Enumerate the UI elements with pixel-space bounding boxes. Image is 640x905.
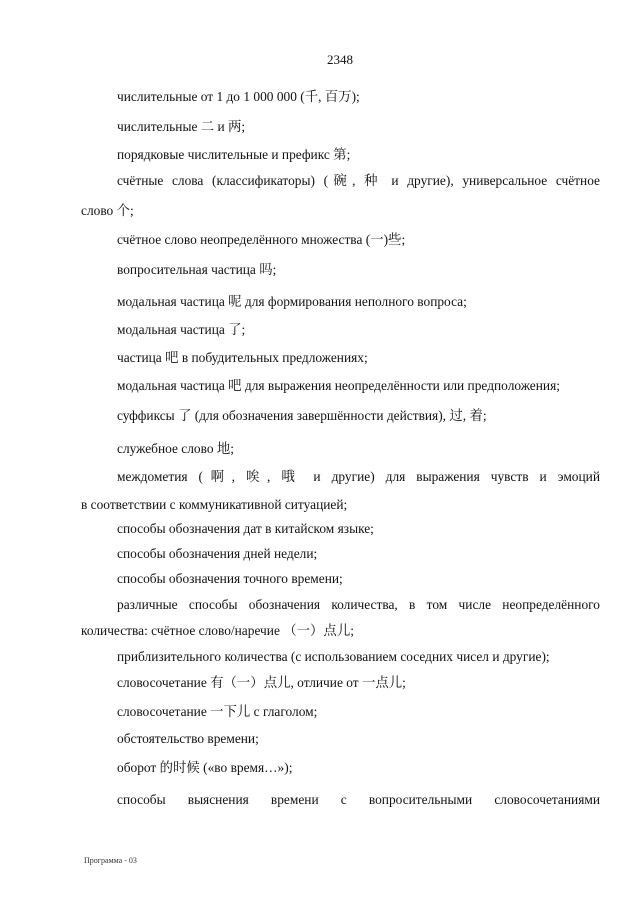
text-line: модальная частица 吧 для выражения неопределённости или предположения; xyxy=(117,378,560,393)
text-line: способы выяснения времени с вопросительными словосочетаниями xyxy=(117,792,600,807)
page-number: 2348 xyxy=(327,52,353,67)
text-line: оборот 的时候 («во время…»); xyxy=(117,760,293,775)
text-line: счётные слова (классификаторы) (碗, 种 и другие), универсальное счётное xyxy=(117,173,600,188)
text-line: слово 个; xyxy=(81,203,134,218)
text-line: приблизительного количества (с использованием соседних чисел и другие); xyxy=(117,649,550,664)
text-line: способы обозначения дней недели; xyxy=(117,546,318,561)
text-line: модальная частица 呢 для формирования неполного вопроса; xyxy=(117,294,467,309)
text-line: количества: счётное слово/наречие （一）点儿; xyxy=(81,623,354,638)
text-line: словосочетание 有（一）点儿, отличие от 一点儿; xyxy=(117,675,406,690)
text-line: числительные от 1 до 1 000 000 (千, 百万); xyxy=(117,89,360,104)
text-line: счётное слово неопределённого множества (一)些; xyxy=(117,232,406,247)
text-line: словосочетание 一下儿 с глаголом; xyxy=(117,704,318,719)
text-line: числительные 二 и 两; xyxy=(117,119,246,134)
text-line: модальная частица 了; xyxy=(117,322,246,337)
text-line: порядковые числительные и префикс 第; xyxy=(117,147,351,162)
text-line: способы обозначения дат в китайском языке; xyxy=(117,521,374,536)
text-line: в соответствии с коммуникативной ситуацией; xyxy=(81,497,348,512)
text-line: различные способы обозначения количества, в том числе неопределённого xyxy=(117,597,600,612)
text-line: вопросительная частица 吗; xyxy=(117,262,277,277)
text-line: способы обозначения точного времени; xyxy=(117,571,343,586)
text-line: служебное слово 地; xyxy=(117,441,234,456)
text-line: обстоятельство времени; xyxy=(117,731,259,746)
text-line: суффиксы 了 (для обозначения завершённости действия), 过, 着; xyxy=(117,408,487,423)
footer-label: Программа - 03 xyxy=(84,856,137,865)
text-line: частица 吧 в побудительных предложениях; xyxy=(117,350,368,365)
text-line: междометия (啊, 唉, 哦 и другие) для выражения чувств и эмоций xyxy=(117,469,600,484)
